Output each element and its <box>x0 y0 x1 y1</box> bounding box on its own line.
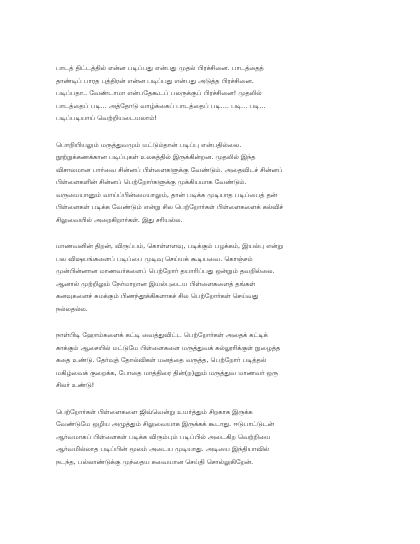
text-line: கனவுகளைச் சுமக்கும் பிணந்தூக்கிகளாகச் சில பெற்றோர்கள் செய்வது <box>56 292 259 300</box>
text-line: படிப்பதா.. வேண்டாமா என்பதேகூடப் பலருக்குப் பிரச்சினை! முதலில் <box>56 89 262 97</box>
text-line: கதை உண்டு. தேர்வுத் தோல்விகள் மனத்தை வருத்த, பெற்றோர் படித்தல் <box>56 356 267 364</box>
text-line: பொறியியலும் மருத்துவமும் மட்டும்தான் படிப்பு என்பதில்லை. <box>56 140 242 149</box>
text-line: நாள்பிடி ஹோம்களைக் கட்டி வைத்துவிட்ட பெற்றோர்கள் அதைக் கட்டிக் <box>56 331 268 339</box>
text-line: பாடத் திட்டத்தில் என்ன படிப்பது என்பது முதல் பிரச்சினை. பாடத்தைத் <box>56 64 264 72</box>
text-line: நூற்றுக்கணக்கான படிப்புகள் உலகத்தில் இருக்கின்றன. முதலில் இந்த <box>56 153 256 161</box>
paragraph-2 <box>56 139 388 227</box>
text-line: முன்பின்னான மாணவர்களைப் பெற்றோர் தயாரிப்பது ஒன்றும் தவறில்லை. <box>56 267 275 275</box>
paragraph-4 <box>56 329 388 392</box>
text-line: பாடத்தைப் படி... அத்தோடு வாழ்க்கைப் பாடத்தைப் படி.... படி... படி... <box>56 101 266 110</box>
document-body <box>56 62 388 482</box>
text-line: சிலுவையில் அறைகிறார்கள். இது சரியல்ல. <box>56 215 183 224</box>
text-line: மகிழ்வைக் குறைக்க, போதை மாத்திரை தின்(ற)னும் மருத்துவ மாணவர் ஒரு <box>56 368 278 377</box>
text-line: நடந்த, பல்லாண்டுக்கு முந்தைய சுவையான செய்தி சொல்லுகிறேன். <box>56 457 254 466</box>
text-line: மாணவனின் திறன், விருப்பம், கொள்ளளவு, படிக்கும் பழக்கம், இயல்பு என்று <box>56 242 283 250</box>
text-line: காக்கும் ஆசையில் மட்டுமே பிள்ளைகளை மருத்துவக் கல்லூரிக்குள் நுழைத்த <box>56 343 281 352</box>
text-line: ஆர்வமில்லாத படிப்பின் மூலம் அடைய முடியாது. அடியை இந்தியாவில் <box>56 445 270 453</box>
paragraph-5 <box>56 406 388 469</box>
text-line: படிப்படியாய் வெற்றியடையலாம்! <box>56 114 157 122</box>
paragraph-1 <box>56 62 388 125</box>
text-line: பிள்ளைகள் படிக்க வேண்டும் என்று சில பெற்றோர்கள் பிள்ளைகளைக் கல்விச் <box>56 203 284 211</box>
text-line: ஆர்வமாகப் பிள்ளைகள் படிக்க விரும்பும் படிப்பில் அடைகிற வெற்றியை <box>56 432 271 441</box>
text-line: தாண்டிப் பாரத புத்திரன் என்ன படிப்பது என்பது அடுத்த பிரச்சினை. <box>56 76 254 85</box>
text-line: பெற்றோர்கள் பிள்ளைகளை ஜிவ்வென்று உயர்த்தும் சிறகாக இருக்க <box>56 407 253 416</box>
text-line: பிள்ளைகளின் சின்னப் பெற்றோர்களுக்கு முக்கியமாக வேண்டும். <box>56 178 247 186</box>
paragraph-3 <box>56 240 388 315</box>
text-line: ஆனால் முற்றிலும் நேர்மாறான இயல்புடைய பிள்ளைகளைத் தங்கள் <box>56 279 256 288</box>
text-line: சிலர் உண்டு! <box>56 381 95 389</box>
text-line: வருமையானும் வாய்ப்பின்மையாலும், தான் படிக்க முடியாத படிப்பைத் தன் <box>56 190 278 199</box>
text-line: விசாலமான பார்வை சின்னப் பிள்ளைகளுக்கு வேண்டும். அதைவிடச் சின்னப் <box>56 165 283 174</box>
text-line: பல விஷயங்களைப் படிப்பை முடிவு செய்யக் கூடியவை. கொஞ்சம் <box>56 254 253 263</box>
text-line: நல்லதல்ல. <box>56 304 88 313</box>
text-line: வேண்டுமே ஒழிய அழுத்தும் சிலுவையாக இருக்கக் கூடாது. ஈடுபாட்டுடன் <box>56 420 275 428</box>
